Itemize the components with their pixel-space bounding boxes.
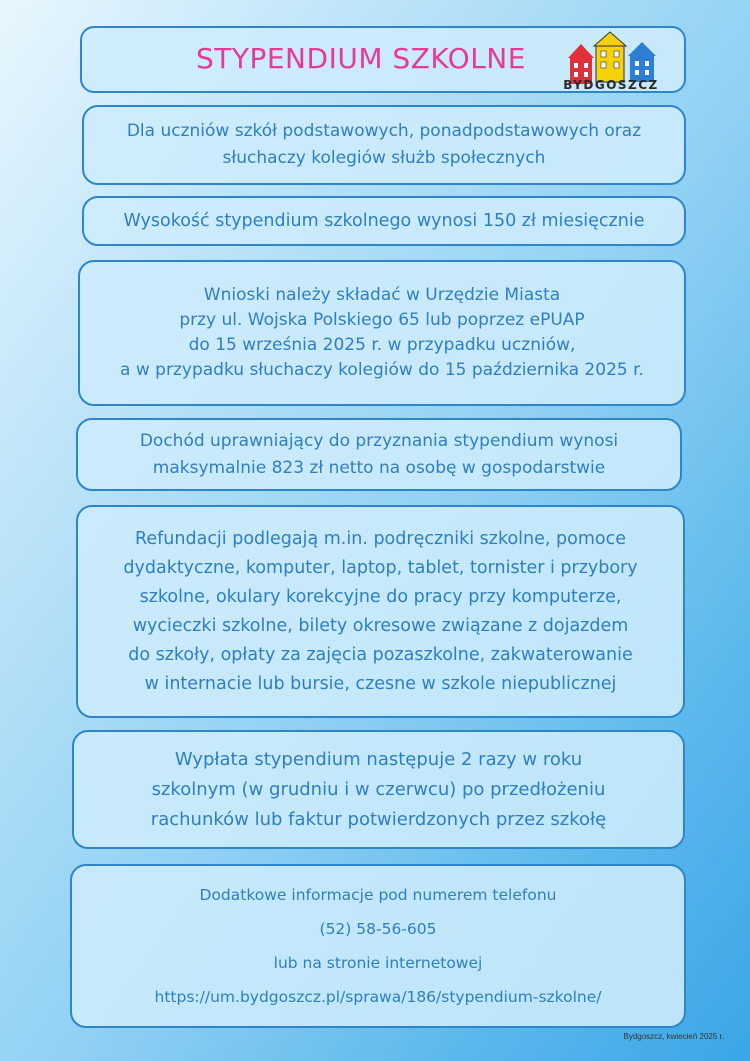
refund-line: Refundacji podlegają m.in. podręczniki szkolne, pomoce (135, 528, 626, 549)
income-line: maksymalnie 823 zł netto na osobę w gospodarstwie (152, 457, 606, 478)
logo-text: BYDGOSZCZ (563, 78, 659, 92)
payout-line: Wypłata stypendium następuje 2 razy w roku (174, 748, 583, 770)
income-line: Dochód uprawniający do przyznania stypendium wynosi (139, 430, 619, 451)
amount-box (82, 196, 686, 246)
application-line: przy ul. Wojska Polskiego 65 lub poprzez ePUAP (179, 310, 585, 330)
application-line: do 15 września 2025 r. w przypadku uczniów, (188, 335, 576, 355)
audience-line: słuchaczy kolegiów służb społecznych (222, 148, 546, 168)
application-line: Wnioski należy składać w Urzędzie Miasta (203, 285, 561, 305)
contact-url-link[interactable]: https://um.bydgoszcz.pl/sprawa/186/stypendium-szkolne/ (154, 988, 602, 1006)
refund-line: dydaktyczne, komputer, laptop, tablet, tornister i przybory (123, 557, 638, 578)
application-box (78, 260, 686, 406)
contact-phone: (52) 58-56-605 (319, 920, 437, 938)
payout-box (72, 730, 685, 849)
amount-text: Wysokość stypendium szkolnego wynosi 150 zł miesięcznie (123, 211, 645, 231)
contact-or-web: lub na stronie internetowej (273, 954, 483, 972)
blue-house-icon (628, 42, 656, 82)
payout-line: rachunków lub faktur potwierdzonych przez szkołę (150, 808, 607, 830)
application-line: a w przypadku słuchaczy kolegiów do 15 października 2025 r. (120, 360, 644, 380)
audience-box (82, 105, 686, 185)
yellow-house-icon (594, 32, 626, 82)
refund-box (76, 505, 685, 718)
page-title: STYPENDIUM SZKOLNE (196, 42, 526, 75)
refund-line: wycieczki szkolne, bilety okresowe związane z dojazdem (132, 615, 629, 636)
contact-box (70, 864, 686, 1028)
payout-line: szkolnym (w grudniu i w czerwcu) po przedłożeniu (151, 778, 606, 800)
audience-line: Dla uczniów szkół podstawowych, ponadpodstawowych oraz (126, 121, 642, 141)
refund-line: w internacie lub bursie, czesne w szkole niepublicznej (144, 673, 617, 694)
refund-line: szkolne, okulary korekcyjne do pracy przy komputerze, (139, 586, 622, 607)
footer-date: Bydgoszcz, kwiecień 2025 r. (623, 1032, 724, 1041)
refund-line: do szkoły, opłaty za zajęcia pozaszkolne, zakwaterowanie (128, 644, 633, 665)
income-box (76, 418, 682, 491)
contact-intro: Dodatkowe informacje pod numerem telefonu (199, 886, 557, 904)
